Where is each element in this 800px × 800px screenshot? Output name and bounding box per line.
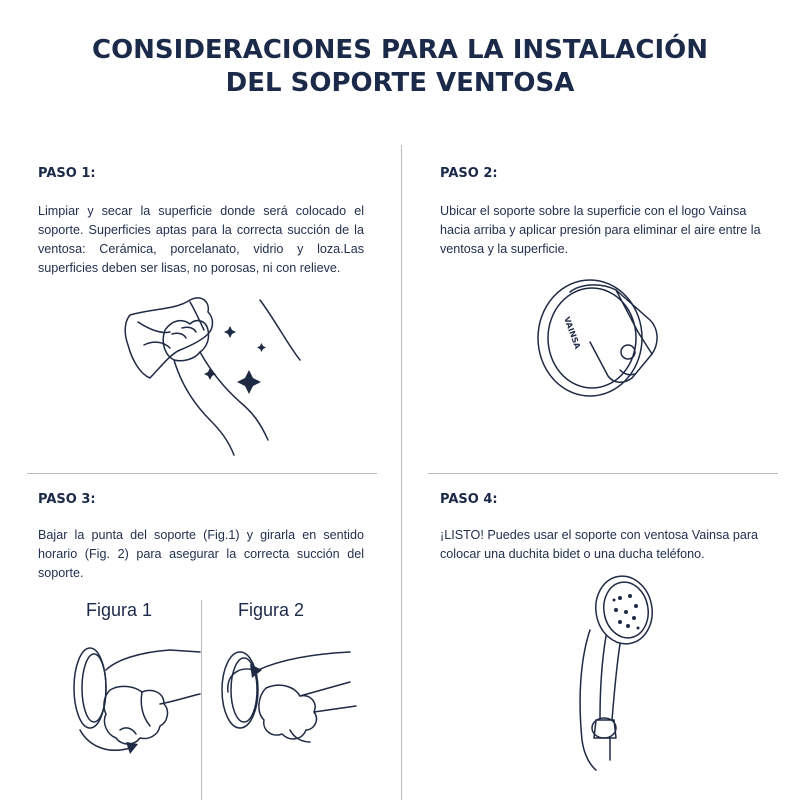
horizontal-divider-right [428, 473, 778, 474]
figure-2-label: Figura 2 [238, 600, 305, 620]
page-title [0, 34, 800, 100]
suction-holder-illustration [520, 270, 680, 420]
step-4-label: PASO 4: [440, 492, 498, 507]
step-3-label: PASO 3: [38, 492, 96, 507]
vertical-divider [401, 145, 402, 800]
figure-divider [201, 600, 202, 800]
shower-head-illustration [560, 570, 670, 770]
step-2-label: PASO 2: [440, 166, 498, 181]
title-line-1: CONSIDERACIONES PARA LA INSTALACIÓN [91, 35, 708, 65]
step-1-text: Limpiar y secar la superficie donde será colocado el soporte. Superficies aptas para la correcta succión de la ventosa: Cerámica, porcelanato, vidrio y loza.Las superficies deben ser lisas, no porosas, ni con relieve. [38, 204, 364, 275]
horizontal-divider-left [27, 473, 377, 474]
step-3-text: Bajar la punta del soporte (Fig.1) y girarla en sentido horario (Fig. 2) para asegurar la correcta succión del soporte. [38, 528, 364, 580]
title-line-2: DEL SOPORTE VENTOSA [225, 68, 575, 98]
vainsa-logo: VAINSA [562, 315, 583, 351]
step-2-text: Ubicar el soporte sobre la superficie con el logo Vainsa hacia arriba y aplicar presión para eliminar el aire entre la ventosa y la superficie. [440, 204, 761, 256]
figure-1-illustration [60, 630, 200, 780]
figure-1-label: Figura 1 [86, 600, 153, 620]
step-1-label: PASO 1: [38, 166, 96, 181]
step-4-text: ¡LISTO! Puedes usar el soporte con ventosa Vainsa para colocar una duchita bidet o una ducha teléfono. [440, 528, 759, 561]
figure-2-illustration [210, 630, 360, 780]
cleaning-hand-illustration [110, 290, 310, 460]
